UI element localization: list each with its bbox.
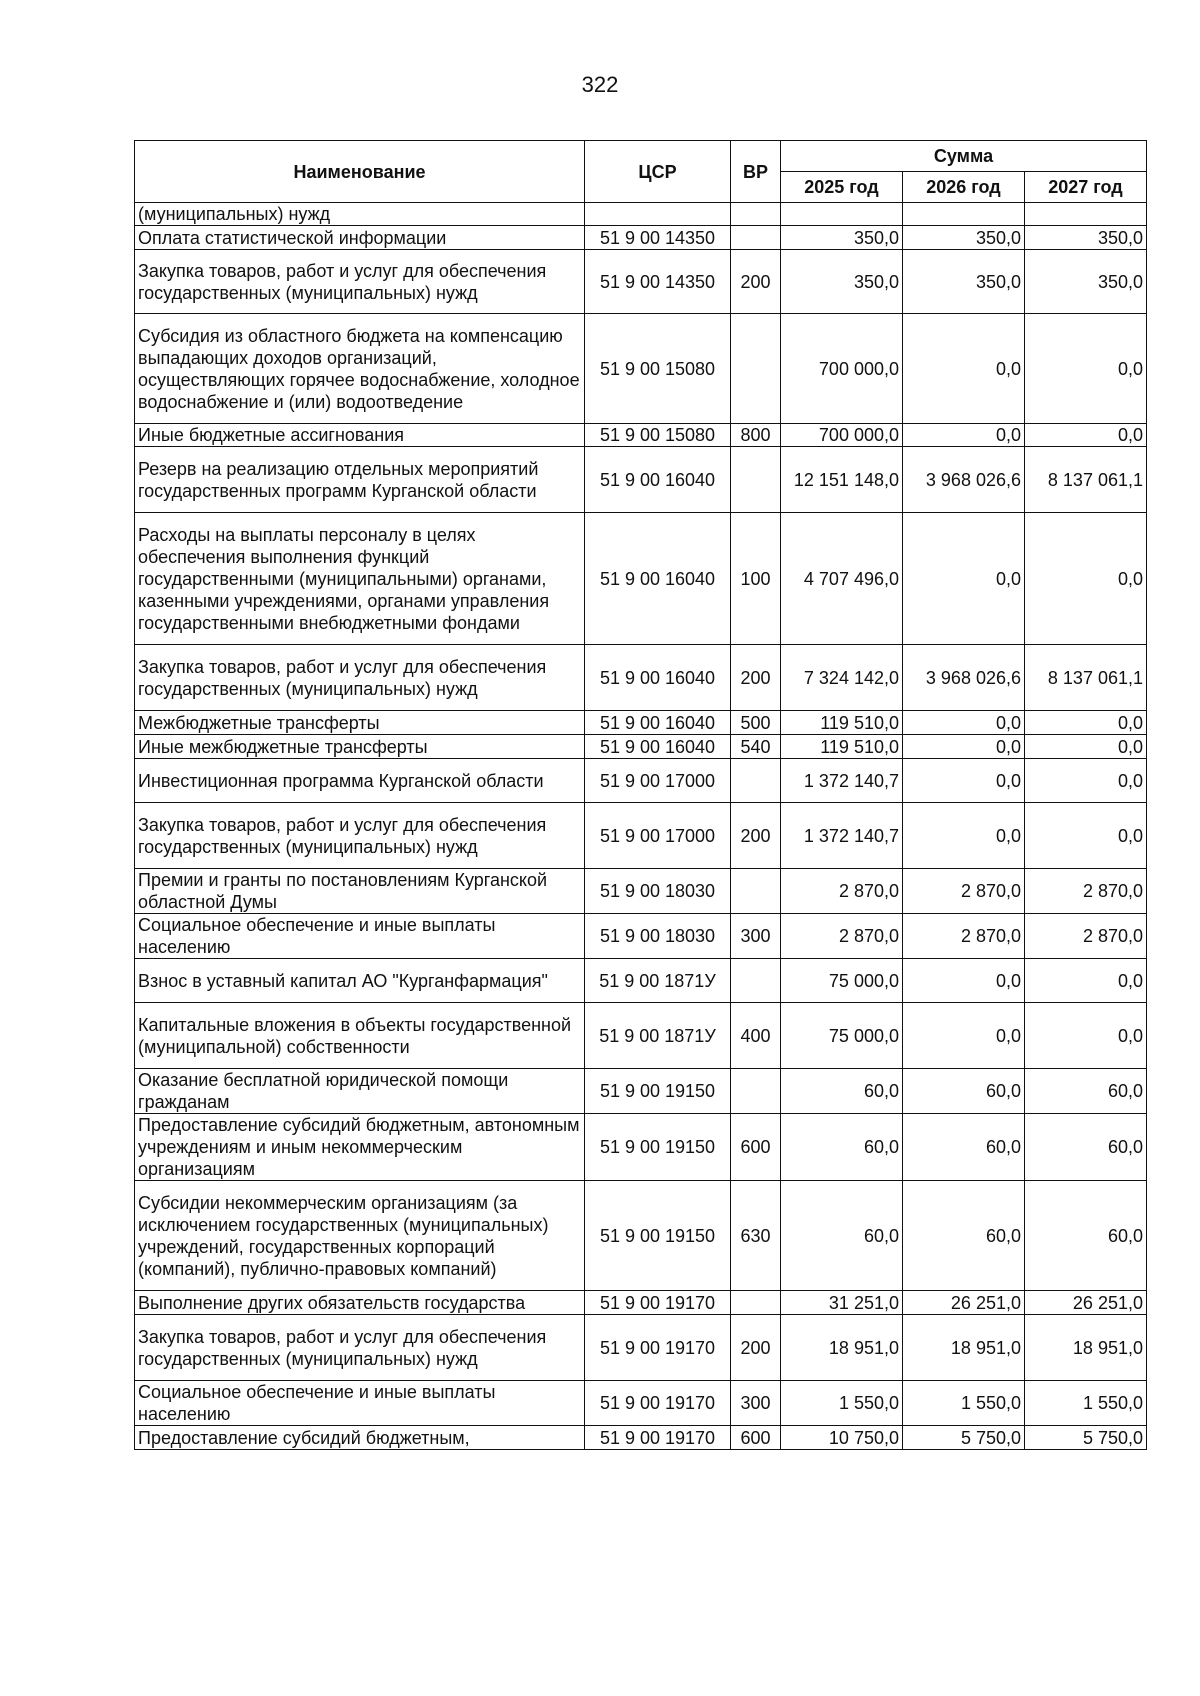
row-sum-2025: 119 510,0 bbox=[781, 735, 903, 759]
row-sum-2025 bbox=[781, 203, 903, 226]
row-csr: 51 9 00 1871У bbox=[585, 959, 731, 1003]
table-row bbox=[135, 226, 1147, 250]
row-name: Социальное обеспечение и иные выплаты населению bbox=[135, 914, 585, 959]
row-sum-2026: 60,0 bbox=[903, 1181, 1025, 1291]
row-sum-2026: 0,0 bbox=[903, 424, 1025, 447]
row-sum-2026: 0,0 bbox=[903, 711, 1025, 735]
row-name: Межбюджетные трансферты bbox=[135, 711, 585, 735]
row-sum-2027: 0,0 bbox=[1025, 314, 1147, 424]
row-vr: 200 bbox=[731, 645, 781, 711]
table-row bbox=[135, 711, 1147, 735]
row-sum-2025: 1 372 140,7 bbox=[781, 759, 903, 803]
header-sum: Сумма bbox=[781, 141, 1147, 172]
row-sum-2026: 350,0 bbox=[903, 226, 1025, 250]
table-row bbox=[135, 1381, 1147, 1426]
table-row bbox=[135, 1114, 1147, 1181]
row-sum-2025: 10 750,0 bbox=[781, 1426, 903, 1450]
page-number: 322 bbox=[581, 72, 619, 97]
row-sum-2027: 2 870,0 bbox=[1025, 914, 1147, 959]
header-year-2025: 2025 год bbox=[781, 172, 903, 203]
table-row bbox=[135, 645, 1147, 711]
row-name: (муниципальных) нужд bbox=[135, 203, 585, 226]
row-sum-2027: 60,0 bbox=[1025, 1069, 1147, 1114]
row-vr: 630 bbox=[731, 1181, 781, 1291]
row-vr: 600 bbox=[731, 1426, 781, 1450]
row-sum-2026: 0,0 bbox=[903, 959, 1025, 1003]
row-sum-2025: 700 000,0 bbox=[781, 314, 903, 424]
row-sum-2027: 0,0 bbox=[1025, 424, 1147, 447]
row-vr: 600 bbox=[731, 1114, 781, 1181]
row-name: Расходы на выплаты персоналу в целях обеспечения выполнения функций государственными (муниципальными) органами, казенными учреждениями, органами управления государственными внебюджетными фондами bbox=[135, 513, 585, 645]
row-name: Иные бюджетные ассигнования bbox=[135, 424, 585, 447]
row-vr bbox=[731, 759, 781, 803]
row-sum-2027: 0,0 bbox=[1025, 711, 1147, 735]
row-sum-2027: 0,0 bbox=[1025, 959, 1147, 1003]
row-name: Премии и гранты по постановлениям Курганской областной Думы bbox=[135, 869, 585, 914]
row-name: Закупка товаров, работ и услуг для обеспечения государственных (муниципальных) нужд bbox=[135, 250, 585, 314]
row-name: Предоставление субсидий бюджетным, bbox=[135, 1426, 585, 1450]
row-sum-2027: 18 951,0 bbox=[1025, 1315, 1147, 1381]
budget-table bbox=[134, 140, 1147, 1450]
row-sum-2025: 2 870,0 bbox=[781, 914, 903, 959]
row-sum-2025: 18 951,0 bbox=[781, 1315, 903, 1381]
table-header-row bbox=[135, 141, 1147, 172]
row-name: Предоставление субсидий бюджетным, автономным учреждениям и иным некоммерческим организациям bbox=[135, 1114, 585, 1181]
table-row bbox=[135, 424, 1147, 447]
table-row bbox=[135, 203, 1147, 226]
row-csr: 51 9 00 19170 bbox=[585, 1291, 731, 1315]
row-sum-2025: 4 707 496,0 bbox=[781, 513, 903, 645]
row-csr: 51 9 00 15080 bbox=[585, 314, 731, 424]
row-sum-2026: 3 968 026,6 bbox=[903, 447, 1025, 513]
table-row bbox=[135, 250, 1147, 314]
row-sum-2025: 75 000,0 bbox=[781, 1003, 903, 1069]
row-sum-2026: 0,0 bbox=[903, 1003, 1025, 1069]
row-sum-2025: 700 000,0 bbox=[781, 424, 903, 447]
row-name: Оплата статистической информации bbox=[135, 226, 585, 250]
table-row bbox=[135, 759, 1147, 803]
row-sum-2026: 0,0 bbox=[903, 759, 1025, 803]
row-csr: 51 9 00 19150 bbox=[585, 1069, 731, 1114]
row-csr: 51 9 00 19170 bbox=[585, 1381, 731, 1426]
row-sum-2025: 12 151 148,0 bbox=[781, 447, 903, 513]
row-vr: 100 bbox=[731, 513, 781, 645]
header-vr: ВР bbox=[731, 141, 781, 203]
table-row bbox=[135, 959, 1147, 1003]
row-sum-2025: 119 510,0 bbox=[781, 711, 903, 735]
row-sum-2027: 350,0 bbox=[1025, 250, 1147, 314]
row-sum-2027: 0,0 bbox=[1025, 803, 1147, 869]
row-sum-2027: 0,0 bbox=[1025, 759, 1147, 803]
row-sum-2027: 60,0 bbox=[1025, 1181, 1147, 1291]
row-sum-2027: 0,0 bbox=[1025, 1003, 1147, 1069]
row-vr: 400 bbox=[731, 1003, 781, 1069]
table-row bbox=[135, 1181, 1147, 1291]
row-sum-2026: 18 951,0 bbox=[903, 1315, 1025, 1381]
table-row bbox=[135, 1291, 1147, 1315]
row-sum-2027: 350,0 bbox=[1025, 226, 1147, 250]
row-name: Закупка товаров, работ и услуг для обеспечения государственных (муниципальных) нужд bbox=[135, 1315, 585, 1381]
row-sum-2026: 26 251,0 bbox=[903, 1291, 1025, 1315]
row-sum-2025: 75 000,0 bbox=[781, 959, 903, 1003]
row-sum-2026: 3 968 026,6 bbox=[903, 645, 1025, 711]
header-year-2027: 2027 год bbox=[1025, 172, 1147, 203]
row-sum-2026: 0,0 bbox=[903, 314, 1025, 424]
row-sum-2025: 60,0 bbox=[781, 1114, 903, 1181]
row-csr: 51 9 00 16040 bbox=[585, 735, 731, 759]
row-sum-2027: 60,0 bbox=[1025, 1114, 1147, 1181]
row-vr bbox=[731, 1291, 781, 1315]
table-row bbox=[135, 1069, 1147, 1114]
row-name: Социальное обеспечение и иные выплаты населению bbox=[135, 1381, 585, 1426]
row-sum-2027: 0,0 bbox=[1025, 513, 1147, 645]
row-sum-2025: 2 870,0 bbox=[781, 869, 903, 914]
table-row bbox=[135, 1426, 1147, 1450]
row-vr: 300 bbox=[731, 1381, 781, 1426]
row-name: Капитальные вложения в объекты государственной (муниципальной) собственности bbox=[135, 1003, 585, 1069]
table-row bbox=[135, 1003, 1147, 1069]
row-csr: 51 9 00 14350 bbox=[585, 226, 731, 250]
row-vr: 200 bbox=[731, 250, 781, 314]
row-csr: 51 9 00 19170 bbox=[585, 1426, 731, 1450]
row-sum-2027: 26 251,0 bbox=[1025, 1291, 1147, 1315]
table-body bbox=[135, 203, 1147, 1450]
row-name: Субсидии некоммерческим организациям (за исключением государственных (муниципальных) учреждений, государственных корпораций (компаний), публично-правовых компаний) bbox=[135, 1181, 585, 1291]
row-name: Иные межбюджетные трансферты bbox=[135, 735, 585, 759]
row-sum-2027: 1 550,0 bbox=[1025, 1381, 1147, 1426]
row-csr bbox=[585, 203, 731, 226]
row-vr bbox=[731, 1069, 781, 1114]
row-sum-2026 bbox=[903, 203, 1025, 226]
row-name: Взнос в уставный капитал АО "Курганфармация" bbox=[135, 959, 585, 1003]
row-sum-2025: 1 550,0 bbox=[781, 1381, 903, 1426]
row-vr bbox=[731, 226, 781, 250]
row-sum-2026: 5 750,0 bbox=[903, 1426, 1025, 1450]
row-csr: 51 9 00 18030 bbox=[585, 914, 731, 959]
row-sum-2026: 0,0 bbox=[903, 513, 1025, 645]
row-vr bbox=[731, 314, 781, 424]
row-sum-2027: 2 870,0 bbox=[1025, 869, 1147, 914]
row-sum-2027: 8 137 061,1 bbox=[1025, 645, 1147, 711]
row-csr: 51 9 00 14350 bbox=[585, 250, 731, 314]
table-row bbox=[135, 735, 1147, 759]
row-sum-2026: 2 870,0 bbox=[903, 914, 1025, 959]
row-sum-2025: 350,0 bbox=[781, 250, 903, 314]
header-year-2026: 2026 год bbox=[903, 172, 1025, 203]
table-row bbox=[135, 914, 1147, 959]
table-row bbox=[135, 803, 1147, 869]
row-csr: 51 9 00 17000 bbox=[585, 803, 731, 869]
row-name: Резерв на реализацию отдельных мероприятий государственных программ Курганской области bbox=[135, 447, 585, 513]
row-sum-2026: 60,0 bbox=[903, 1114, 1025, 1181]
table-row bbox=[135, 869, 1147, 914]
row-csr: 51 9 00 15080 bbox=[585, 424, 731, 447]
row-name: Оказание бесплатной юридической помощи гражданам bbox=[135, 1069, 585, 1114]
row-name: Закупка товаров, работ и услуг для обеспечения государственных (муниципальных) нужд bbox=[135, 803, 585, 869]
header-csr: ЦСР bbox=[585, 141, 731, 203]
row-name: Инвестиционная программа Курганской области bbox=[135, 759, 585, 803]
row-csr: 51 9 00 16040 bbox=[585, 513, 731, 645]
row-vr bbox=[731, 203, 781, 226]
row-sum-2025: 7 324 142,0 bbox=[781, 645, 903, 711]
row-sum-2027 bbox=[1025, 203, 1147, 226]
row-vr: 540 bbox=[731, 735, 781, 759]
row-vr: 800 bbox=[731, 424, 781, 447]
row-csr: 51 9 00 18030 bbox=[585, 869, 731, 914]
table-row bbox=[135, 513, 1147, 645]
row-vr: 500 bbox=[731, 711, 781, 735]
table-row bbox=[135, 314, 1147, 424]
row-vr bbox=[731, 869, 781, 914]
row-vr bbox=[731, 959, 781, 1003]
row-csr: 51 9 00 16040 bbox=[585, 711, 731, 735]
row-name: Закупка товаров, работ и услуг для обеспечения государственных (муниципальных) нужд bbox=[135, 645, 585, 711]
table-row bbox=[135, 1315, 1147, 1381]
row-sum-2026: 2 870,0 bbox=[903, 869, 1025, 914]
row-csr: 51 9 00 16040 bbox=[585, 447, 731, 513]
row-sum-2026: 60,0 bbox=[903, 1069, 1025, 1114]
row-sum-2025: 31 251,0 bbox=[781, 1291, 903, 1315]
header-name: Наименование bbox=[135, 141, 585, 203]
row-csr: 51 9 00 19150 bbox=[585, 1181, 731, 1291]
row-sum-2026: 0,0 bbox=[903, 735, 1025, 759]
row-csr: 51 9 00 19170 bbox=[585, 1315, 731, 1381]
row-sum-2026: 1 550,0 bbox=[903, 1381, 1025, 1426]
row-vr bbox=[731, 447, 781, 513]
row-vr: 200 bbox=[731, 1315, 781, 1381]
row-sum-2026: 0,0 bbox=[903, 803, 1025, 869]
row-sum-2025: 350,0 bbox=[781, 226, 903, 250]
row-csr: 51 9 00 16040 bbox=[585, 645, 731, 711]
row-csr: 51 9 00 19150 bbox=[585, 1114, 731, 1181]
row-name: Выполнение других обязательств государства bbox=[135, 1291, 585, 1315]
row-csr: 51 9 00 1871У bbox=[585, 1003, 731, 1069]
row-vr: 300 bbox=[731, 914, 781, 959]
row-name: Субсидия из областного бюджета на компенсацию выпадающих доходов организаций, осуществляющих горячее водоснабжение, холодное водоснабжение и (или) водоотведение bbox=[135, 314, 585, 424]
row-sum-2027: 5 750,0 bbox=[1025, 1426, 1147, 1450]
row-sum-2027: 8 137 061,1 bbox=[1025, 447, 1147, 513]
table-row bbox=[135, 447, 1147, 513]
row-sum-2025: 1 372 140,7 bbox=[781, 803, 903, 869]
row-sum-2025: 60,0 bbox=[781, 1069, 903, 1114]
row-vr: 200 bbox=[731, 803, 781, 869]
row-csr: 51 9 00 17000 bbox=[585, 759, 731, 803]
row-sum-2026: 350,0 bbox=[903, 250, 1025, 314]
row-sum-2027: 0,0 bbox=[1025, 735, 1147, 759]
row-sum-2025: 60,0 bbox=[781, 1181, 903, 1291]
